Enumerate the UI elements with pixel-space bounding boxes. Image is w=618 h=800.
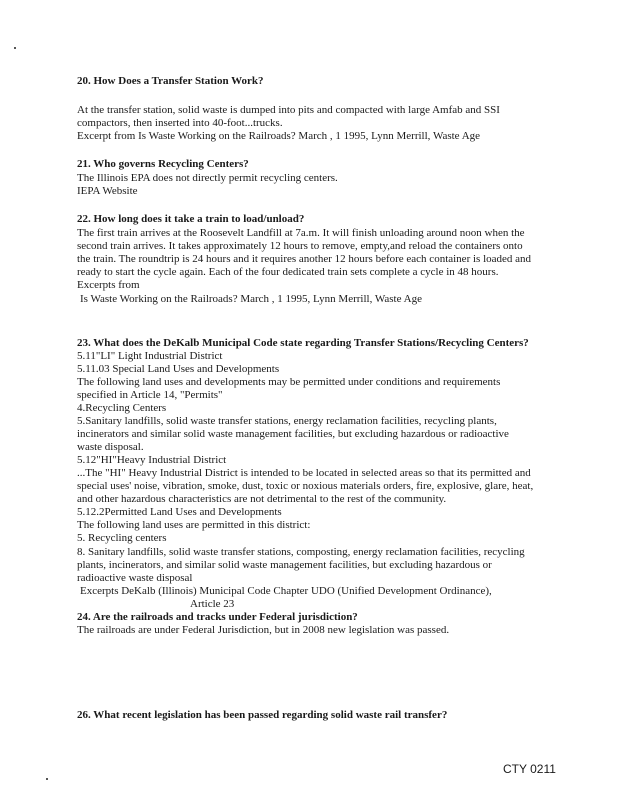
citation-line: Excerpt from Is Waste Working on the Railroads? March , 1 1995, Lynn Merrill, Waste Age [77,130,481,142]
body-line: second train arrives. It takes approximately 12 hours to remove, empty,and reload the containers onto [77,240,523,252]
body-line: 5. Recycling centers [77,532,167,544]
body-line: 5.12.2Permitted Land Uses and Developments [77,506,282,518]
citation-line: Excerpts DeKalb (Illinois) Municipal Code Chapter UDO (Unified Development Ordinance), [80,585,492,597]
body-line: Excerpts from [77,279,140,291]
body-line: the train. The roundtrip is 24 hours and it requires another 12 hours before each container is loaded and [77,253,532,265]
body-line: 8. Sanitary landfills, solid waste transfer stations, composting, energy reclamation facilities, recycling [77,546,525,558]
body-line: At the transfer station, solid waste is dumped into pits and compacted with large Amfab and SSI [77,104,500,116]
body-line: 5.11.03 Special Land Uses and Developments [77,363,280,375]
citation-line: Is Waste Working on the Railroads? March , 1 1995, Lynn Merrill, Waste Age [80,293,422,305]
body-line: 5.Sanitary landfills, solid waste transfer stations, energy reclamation facilities, recycling plants, [77,415,497,427]
body-line: The railroads are under Federal Jurisdiction, but in 2008 new legislation was passed. [77,624,450,636]
bates-stamp: CTY 0211 [503,762,556,776]
body-line: waste disposal. [77,441,144,453]
body-line: plants, incinerators, and similar solid waste management facilities, but excluding hazardous or [77,559,492,571]
section-heading: 24. Are the railroads and tracks under Federal jurisdiction? [77,611,358,623]
scan-speck [14,47,16,49]
body-line: 5.12"HI"Heavy Industrial District [77,454,227,466]
section-heading: 23. What does the DeKalb Municipal Code state regarding Transfer Stations/Recycling Centers? [77,337,529,349]
body-line: ready to start the cycle again. Each of the four dedicated train sets complete a cycle in 48 hours. [77,266,499,278]
section-heading: 22. How long does it take a train to load/unload? [77,213,305,225]
section-heading: 26. What recent legislation has been passed regarding solid waste rail transfer? [77,709,448,721]
section-heading: 20. How Does a Transfer Station Work? [77,75,264,87]
body-line: The Illinois EPA does not directly permit recycling centers. [77,172,338,184]
body-line: incinerators and similar solid waste management facilities, but excluding hazardous or radioactive [77,428,509,440]
body-line: specified in Article 14, "Permits" [77,389,223,401]
body-line: radioactive waste disposal [77,572,193,584]
scan-speck [46,778,48,780]
body-line: 4.Recycling Centers [77,402,167,414]
body-line: The following land uses and developments may be permitted under conditions and requirements [77,376,501,388]
section-heading: 21. Who governs Recycling Centers? [77,158,249,170]
body-line: compactors, then inserted into 40-foot...trucks. [77,117,283,129]
body-line: The following land uses are permitted in this district: [77,519,311,531]
body-line: ...The "HI" Heavy Industrial District is intended to be located in selected areas so that its permitted and [77,467,531,479]
body-line: 5.11"LI" Light Industrial District [77,350,223,362]
citation-line: Article 23 [190,598,235,610]
body-line: and other hazardous characteristics are not detrimental to the rest of the community. [77,493,447,505]
body-line: special uses' noise, vibration, smoke, dust, toxic or noxious materials orders, fire, explosive, glare, heat, [77,480,534,492]
citation-line: IEPA Website [77,185,138,197]
body-line: The first train arrives at the Roosevelt Landfill at 7a.m. It will finish unloading around noon when the [77,227,525,239]
